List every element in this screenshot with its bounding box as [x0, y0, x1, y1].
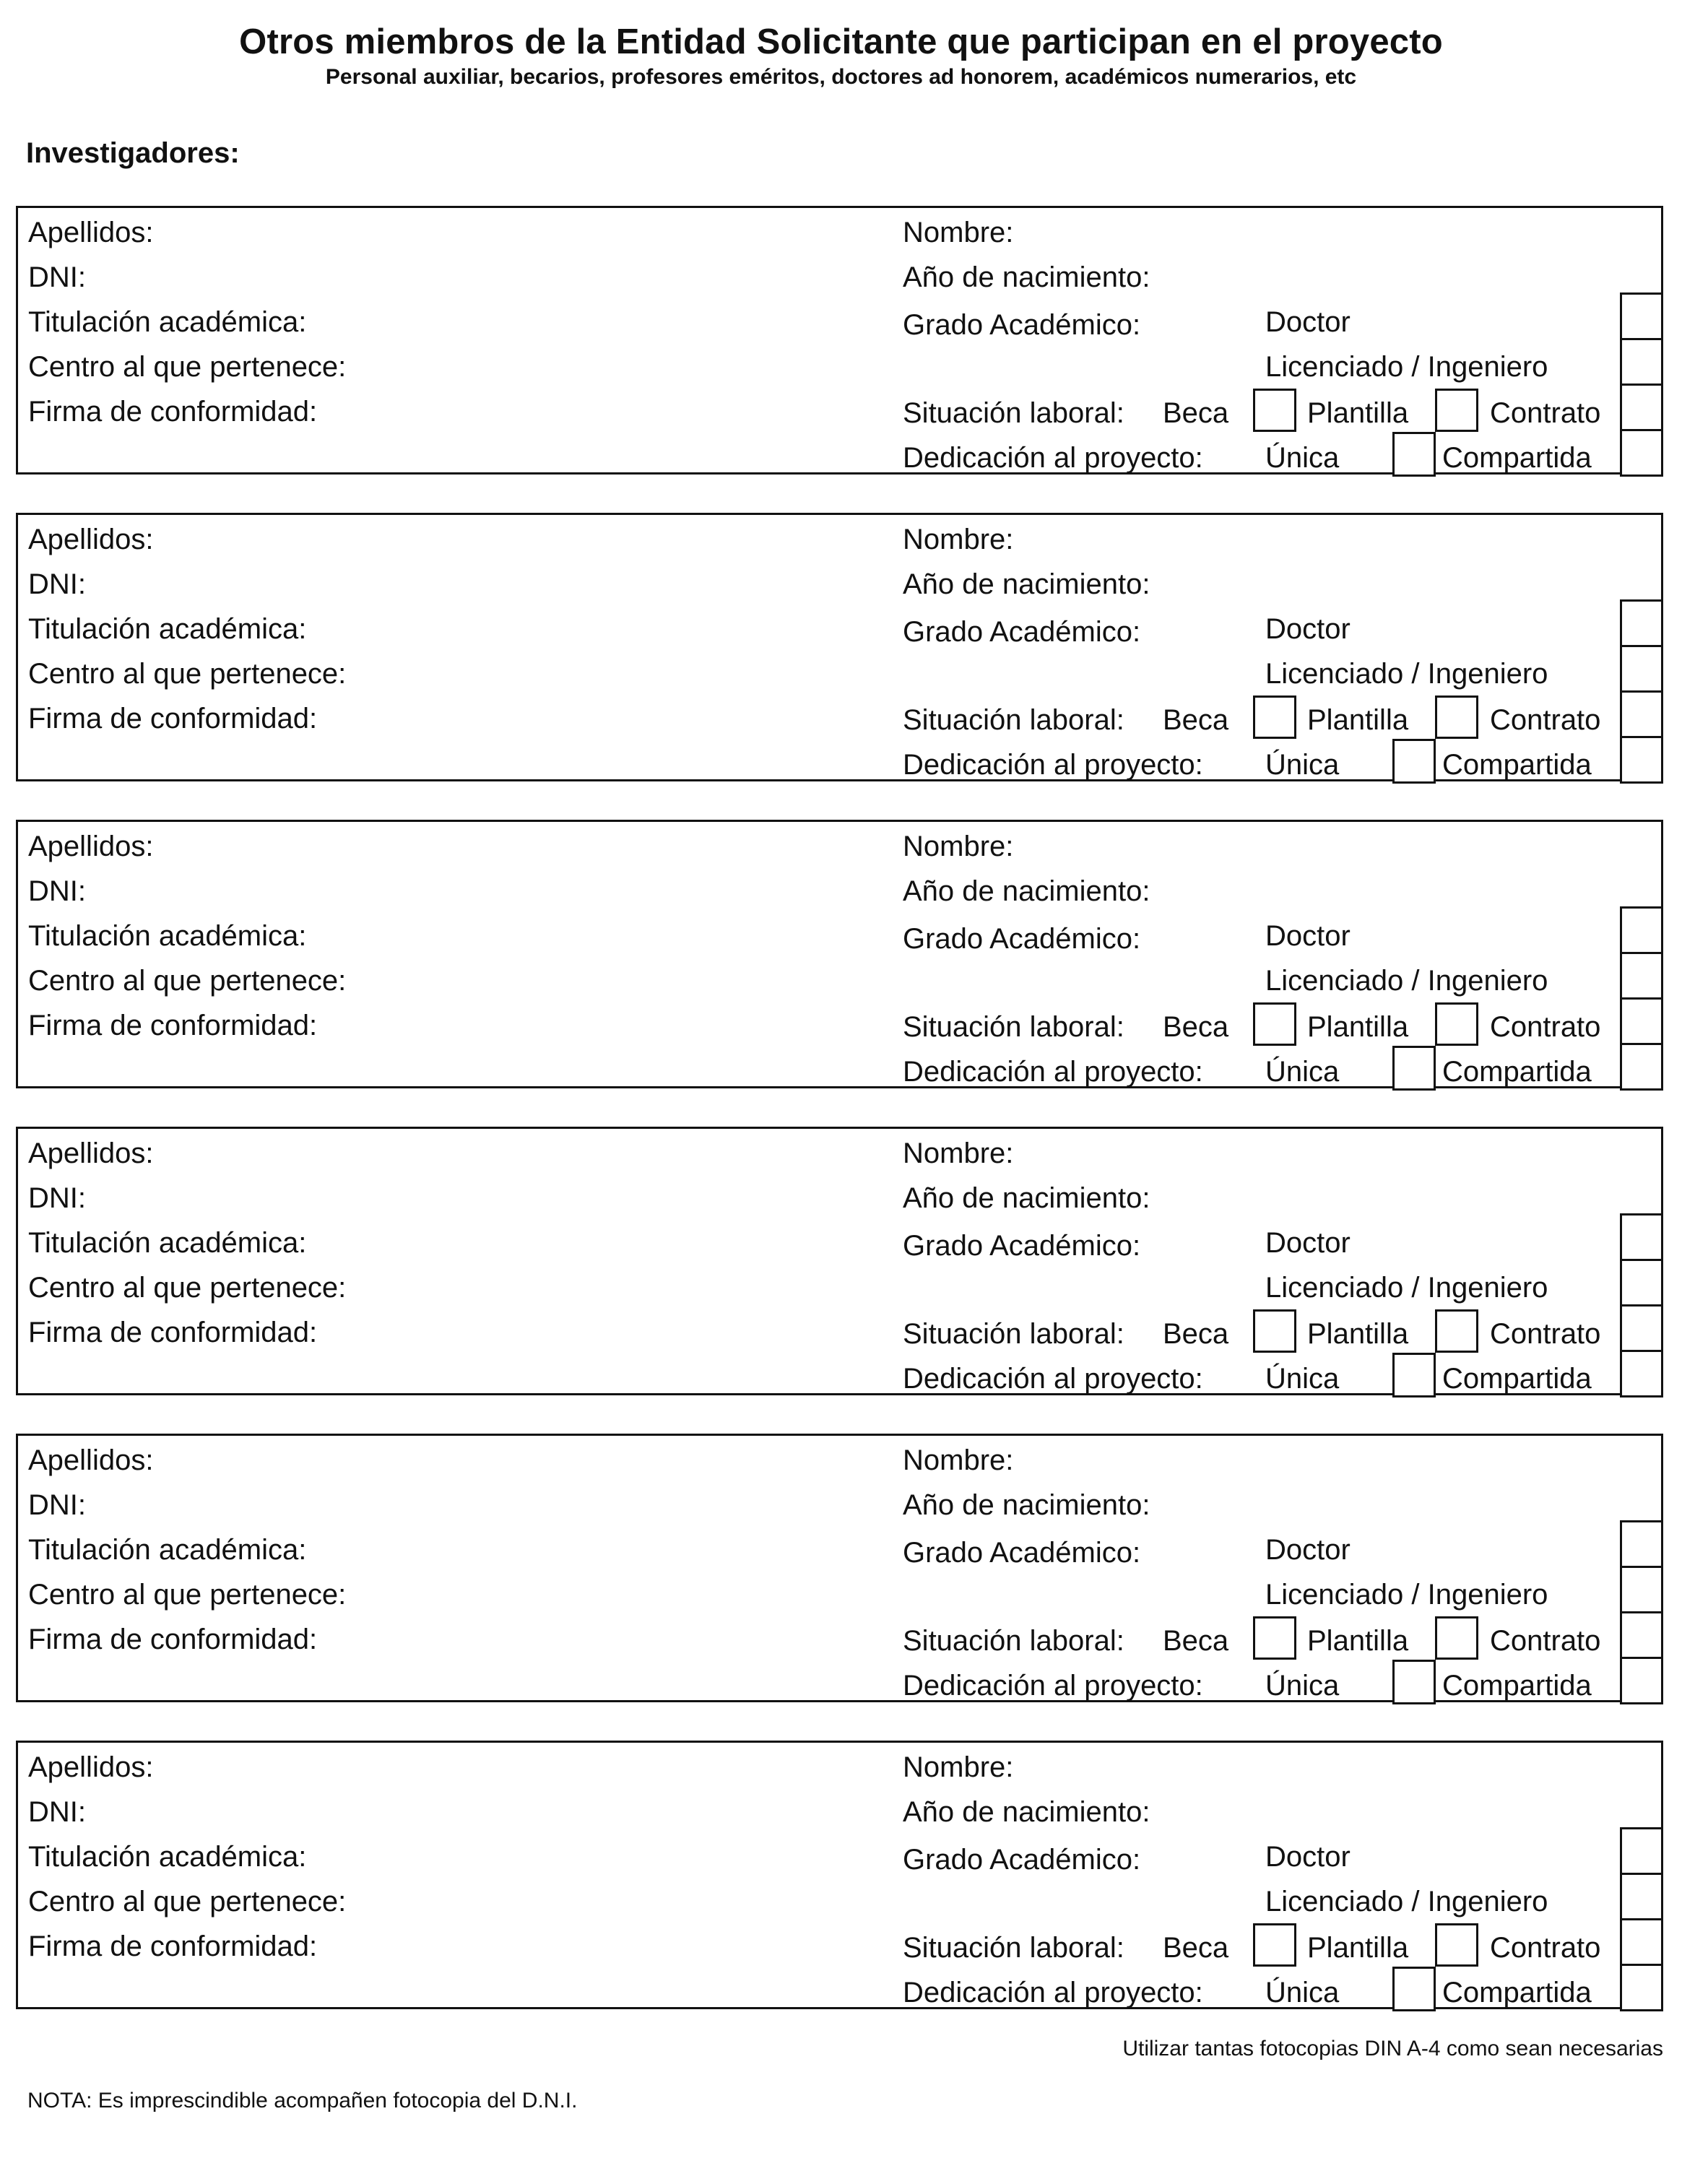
- doctor-label: Doctor: [1265, 1227, 1351, 1259]
- unica-checkbox[interactable]: [1392, 1046, 1436, 1091]
- beca-checkbox[interactable]: [1253, 1309, 1296, 1353]
- firma-label: Firma de conformidad:: [28, 1930, 318, 1962]
- grado-label: Grado Académico:: [903, 1844, 1141, 1876]
- contrato-label: Contrato: [1490, 1625, 1601, 1657]
- nombre-label: Nombre:: [903, 217, 1014, 248]
- contrato-label: Contrato: [1490, 704, 1601, 736]
- contrato-checkbox[interactable]: [1620, 1304, 1663, 1352]
- firma-label: Firma de conformidad:: [28, 396, 318, 428]
- contrato-label: Contrato: [1490, 1932, 1601, 1964]
- unica-label: Única: [1265, 1056, 1340, 1088]
- beca-label: Beca: [1163, 1011, 1229, 1043]
- unica-label: Única: [1265, 1977, 1340, 2008]
- dedicacion-label: Dedicación al proyecto:: [903, 1363, 1203, 1395]
- doctor-checkbox[interactable]: [1620, 292, 1663, 340]
- compartida-checkbox[interactable]: [1620, 429, 1663, 477]
- grado-label: Grado Académico:: [903, 616, 1141, 648]
- contrato-checkbox[interactable]: [1620, 1611, 1663, 1659]
- plantilla-label: Plantilla: [1307, 1011, 1409, 1043]
- titulacion-label: Titulación académica:: [28, 1841, 307, 1873]
- centro-label: Centro al que pertenece:: [28, 351, 347, 383]
- apellidos-label: Apellidos:: [28, 524, 154, 555]
- dni-label: DNI:: [28, 1182, 86, 1214]
- anio-label: Año de nacimiento:: [903, 261, 1150, 293]
- nombre-label: Nombre:: [903, 524, 1014, 555]
- beca-label: Beca: [1163, 1318, 1229, 1350]
- researcher-card: [16, 1434, 1663, 1702]
- licenciado-checkbox[interactable]: [1620, 952, 1663, 1000]
- licenciado-label: Licenciado / Ingeniero: [1265, 1886, 1548, 1918]
- researcher-card: [16, 206, 1663, 474]
- plantilla-checkbox[interactable]: [1435, 389, 1478, 432]
- compartida-label: Compartida: [1442, 1056, 1592, 1088]
- plantilla-checkbox[interactable]: [1435, 1923, 1478, 1967]
- plantilla-label: Plantilla: [1307, 704, 1409, 736]
- anio-label: Año de nacimiento:: [903, 875, 1150, 907]
- plantilla-label: Plantilla: [1307, 1625, 1409, 1657]
- situacion-label: Situación laboral:: [903, 1625, 1124, 1657]
- firma-label: Firma de conformidad:: [28, 1010, 318, 1041]
- unica-checkbox[interactable]: [1392, 1353, 1436, 1398]
- situacion-label: Situación laboral:: [903, 1932, 1124, 1964]
- centro-label: Centro al que pertenece:: [28, 1886, 347, 1918]
- unica-checkbox[interactable]: [1392, 432, 1436, 477]
- titulacion-label: Titulación académica:: [28, 920, 307, 952]
- apellidos-label: Apellidos:: [28, 1138, 154, 1169]
- beca-checkbox[interactable]: [1253, 1616, 1296, 1660]
- anio-label: Año de nacimiento:: [903, 1182, 1150, 1214]
- researcher-card: [16, 1741, 1663, 2009]
- doctor-label: Doctor: [1265, 1841, 1351, 1873]
- dni-label: DNI:: [28, 261, 86, 293]
- titulacion-label: Titulación académica:: [28, 1227, 307, 1259]
- anio-label: Año de nacimiento:: [903, 1489, 1150, 1521]
- plantilla-checkbox[interactable]: [1435, 1002, 1478, 1046]
- nombre-label: Nombre:: [903, 1751, 1014, 1783]
- unica-label: Única: [1265, 749, 1340, 781]
- centro-label: Centro al que pertenece:: [28, 1579, 347, 1611]
- compartida-label: Compartida: [1442, 1977, 1592, 2008]
- contrato-checkbox[interactable]: [1620, 384, 1663, 431]
- nombre-label: Nombre:: [903, 831, 1014, 862]
- dni-note: NOTA: Es imprescindible acompañen fotocopia del D.N.I.: [27, 2089, 578, 2112]
- compartida-label: Compartida: [1442, 442, 1592, 474]
- unica-checkbox[interactable]: [1392, 739, 1436, 784]
- situacion-label: Situación laboral:: [903, 397, 1124, 429]
- doctor-label: Doctor: [1265, 920, 1351, 952]
- titulacion-label: Titulación académica:: [28, 306, 307, 338]
- beca-label: Beca: [1163, 397, 1229, 429]
- unica-label: Única: [1265, 1670, 1340, 1702]
- apellidos-label: Apellidos:: [28, 1444, 154, 1476]
- compartida-checkbox[interactable]: [1620, 1964, 1663, 2011]
- compartida-label: Compartida: [1442, 1670, 1592, 1702]
- licenciado-label: Licenciado / Ingeniero: [1265, 351, 1548, 383]
- licenciado-checkbox[interactable]: [1620, 1259, 1663, 1306]
- doctor-checkbox[interactable]: [1620, 599, 1663, 647]
- dni-label: DNI:: [28, 568, 86, 600]
- doctor-label: Doctor: [1265, 1534, 1351, 1566]
- beca-checkbox[interactable]: [1253, 1002, 1296, 1046]
- contrato-label: Contrato: [1490, 1318, 1601, 1350]
- beca-label: Beca: [1163, 1625, 1229, 1657]
- titulacion-label: Titulación académica:: [28, 1534, 307, 1566]
- unica-checkbox[interactable]: [1392, 1660, 1436, 1704]
- beca-label: Beca: [1163, 1932, 1229, 1964]
- centro-label: Centro al que pertenece:: [28, 965, 347, 997]
- researcher-card: [16, 820, 1663, 1088]
- dedicacion-label: Dedicación al proyecto:: [903, 442, 1203, 474]
- titulacion-label: Titulación académica:: [28, 613, 307, 645]
- anio-label: Año de nacimiento:: [903, 1796, 1150, 1828]
- plantilla-checkbox[interactable]: [1435, 1309, 1478, 1353]
- firma-label: Firma de conformidad:: [28, 1317, 318, 1348]
- researcher-card: [16, 513, 1663, 781]
- licenciado-checkbox[interactable]: [1620, 645, 1663, 693]
- dedicacion-label: Dedicación al proyecto:: [903, 1056, 1203, 1088]
- dni-label: DNI:: [28, 1489, 86, 1521]
- licenciado-checkbox[interactable]: [1620, 1873, 1663, 1920]
- centro-label: Centro al que pertenece:: [28, 658, 347, 690]
- doctor-checkbox[interactable]: [1620, 1520, 1663, 1568]
- contrato-checkbox[interactable]: [1620, 997, 1663, 1045]
- plantilla-checkbox[interactable]: [1435, 1616, 1478, 1660]
- contrato-checkbox[interactable]: [1620, 1918, 1663, 1966]
- page-subtitle: Personal auxiliar, becarios, profesores eméritos, doctores ad honorem, académicos numerarios, etc: [325, 65, 1357, 89]
- contrato-checkbox[interactable]: [1620, 690, 1663, 738]
- grado-label: Grado Académico:: [903, 923, 1141, 955]
- dedicacion-label: Dedicación al proyecto:: [903, 1670, 1203, 1702]
- researcher-card: [16, 1127, 1663, 1395]
- licenciado-checkbox[interactable]: [1620, 1566, 1663, 1613]
- doctor-checkbox[interactable]: [1620, 1213, 1663, 1261]
- apellidos-label: Apellidos:: [28, 1751, 154, 1783]
- firma-label: Firma de conformidad:: [28, 1624, 318, 1655]
- nombre-label: Nombre:: [903, 1444, 1014, 1476]
- situacion-label: Situación laboral:: [903, 1011, 1124, 1043]
- doctor-label: Doctor: [1265, 306, 1351, 338]
- unica-label: Única: [1265, 442, 1340, 474]
- plantilla-label: Plantilla: [1307, 1932, 1409, 1964]
- beca-checkbox[interactable]: [1253, 696, 1296, 739]
- licenciado-label: Licenciado / Ingeniero: [1265, 658, 1548, 690]
- compartida-checkbox[interactable]: [1620, 1350, 1663, 1398]
- plantilla-checkbox[interactable]: [1435, 696, 1478, 739]
- situacion-label: Situación laboral:: [903, 704, 1124, 736]
- contrato-label: Contrato: [1490, 1011, 1601, 1043]
- compartida-checkbox[interactable]: [1620, 1657, 1663, 1704]
- centro-label: Centro al que pertenece:: [28, 1272, 347, 1304]
- anio-label: Año de nacimiento:: [903, 568, 1150, 600]
- section-heading: Investigadores:: [26, 137, 240, 169]
- nombre-label: Nombre:: [903, 1138, 1014, 1169]
- licenciado-label: Licenciado / Ingeniero: [1265, 1272, 1548, 1304]
- doctor-checkbox[interactable]: [1620, 1827, 1663, 1875]
- situacion-label: Situación laboral:: [903, 1318, 1124, 1350]
- grado-label: Grado Académico:: [903, 309, 1141, 341]
- plantilla-label: Plantilla: [1307, 397, 1409, 429]
- apellidos-label: Apellidos:: [28, 217, 154, 248]
- copies-note: Utilizar tantas fotocopias DIN A-4 como sean necesarias: [1122, 2037, 1663, 2060]
- grado-label: Grado Académico:: [903, 1230, 1141, 1262]
- dni-label: DNI:: [28, 1796, 86, 1828]
- compartida-checkbox[interactable]: [1620, 1043, 1663, 1091]
- apellidos-label: Apellidos:: [28, 831, 154, 862]
- unica-checkbox[interactable]: [1392, 1967, 1436, 2011]
- doctor-checkbox[interactable]: [1620, 906, 1663, 954]
- firma-label: Firma de conformidad:: [28, 703, 318, 734]
- beca-label: Beca: [1163, 704, 1229, 736]
- dedicacion-label: Dedicación al proyecto:: [903, 1977, 1203, 2008]
- compartida-checkbox[interactable]: [1620, 736, 1663, 784]
- dni-label: DNI:: [28, 875, 86, 907]
- page-title: Otros miembros de la Entidad Solicitante que participan en el proyecto: [239, 22, 1443, 61]
- plantilla-label: Plantilla: [1307, 1318, 1409, 1350]
- contrato-label: Contrato: [1490, 397, 1601, 429]
- dedicacion-label: Dedicación al proyecto:: [903, 749, 1203, 781]
- licenciado-label: Licenciado / Ingeniero: [1265, 1579, 1548, 1611]
- beca-checkbox[interactable]: [1253, 1923, 1296, 1967]
- unica-label: Única: [1265, 1363, 1340, 1395]
- doctor-label: Doctor: [1265, 613, 1351, 645]
- beca-checkbox[interactable]: [1253, 389, 1296, 432]
- licenciado-checkbox[interactable]: [1620, 338, 1663, 386]
- grado-label: Grado Académico:: [903, 1537, 1141, 1569]
- licenciado-label: Licenciado / Ingeniero: [1265, 965, 1548, 997]
- compartida-label: Compartida: [1442, 1363, 1592, 1395]
- compartida-label: Compartida: [1442, 749, 1592, 781]
